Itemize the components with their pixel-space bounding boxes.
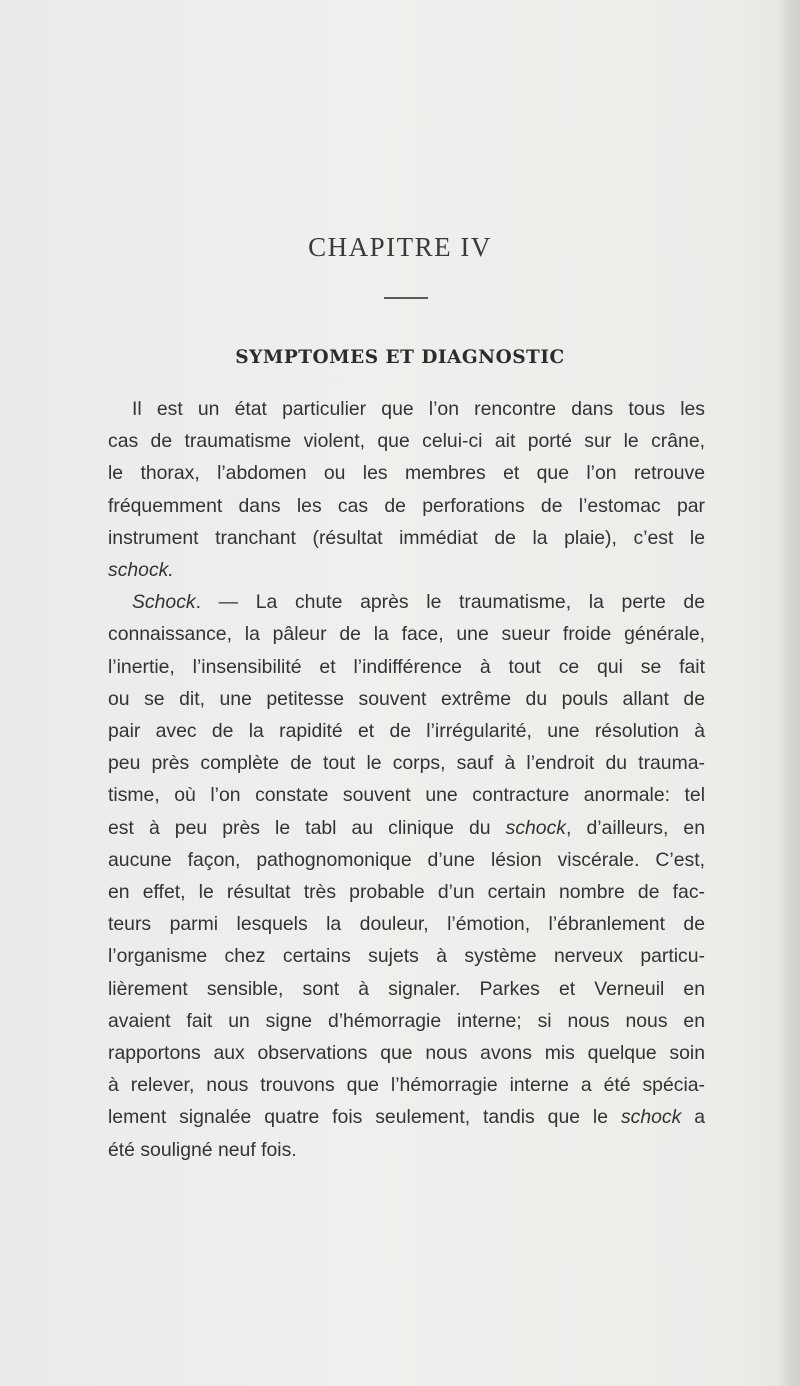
paragraph-line: fréquemment dans les cas de perforations de l’estomac par [108, 494, 705, 517]
paragraph-line: ou se dit, une petitesse souvent extrême du pouls allant de [108, 687, 705, 710]
italic-term: schock. [108, 559, 174, 582]
paragraph-line: instrument tranchant (résultat immédiat de la plaie), c’est le [108, 526, 705, 549]
paragraph-line: le thorax, l’abdomen ou les membres et que l’on retrouve [108, 462, 705, 485]
chapter-heading: CHAPITRE IV [308, 232, 492, 262]
page-edge-shadow [778, 0, 800, 1386]
paragraph-line: Schock. — La chute après le traumatisme, la perte de [132, 591, 705, 614]
paragraph-line [108, 554, 705, 586]
paragraph-line: peu près complète de tout le corps, sauf à l’endroit du trauma- [108, 752, 705, 775]
paragraph-2 [108, 586, 705, 1166]
paragraph-line: teurs parmi lesquels la douleur, l’émotion, l’ébranlement de [108, 913, 705, 936]
paragraph-line: l’inertie, l’insensibilité et l’indifférence à tout ce qui se fait [108, 655, 705, 678]
paragraph-line: à relever, nous trouvons que l’hémorragie interne a été spécia- [108, 1074, 705, 1097]
paragraph-line: tisme, où l’on constate souvent une contracture anormale: tel [108, 784, 705, 807]
paragraph-line: aucune façon, pathognomonique d’une lésion viscérale. C’est, [108, 848, 705, 871]
paragraph-line: connaissance, la pâleur de la face, une sueur froide générale, [108, 623, 705, 646]
heading-rule [384, 297, 428, 299]
paragraph-line: été souligné neuf fois. [108, 1138, 297, 1161]
section-title: SYMPTOMES ET DIAGNOSTIC [235, 347, 565, 368]
paragraph-line: cas de traumatisme violent, que celui-ci ait porté sur le crâne, [108, 430, 705, 453]
italic-term: schock [620, 1106, 682, 1129]
paragraph-line: lement signalée quatre fois seulement, tandis que le schock a [108, 1106, 705, 1129]
paragraph-line: lièrement sensible, sont à signaler. Parkes et Verneuil en [108, 977, 705, 1000]
paragraph-line: en effet, le résultat très probable d’un certain nombre de fac- [108, 881, 705, 904]
paragraph-line: l’organisme chez certains sujets à système nerveux particu- [108, 945, 705, 968]
paragraph-line: Il est un état particulier que l’on rencontre dans tous les [132, 398, 705, 420]
body-text [108, 393, 705, 1166]
paragraph-1 [108, 393, 705, 586]
paragraph-line: avaient fait un signe d’hémorragie interne; si nous nous en [108, 1009, 705, 1032]
paragraph-line: pair avec de la rapidité et de l’irrégularité, une résolution à [108, 720, 705, 743]
paragraph-line: rapportons aux observations que nous avons mis quelque soin [108, 1042, 705, 1065]
italic-term: Schock [132, 591, 196, 614]
italic-term: schock [505, 816, 566, 839]
paragraph-line: est à peu près le tabl au clinique du schock, d’ailleurs, en [108, 816, 705, 839]
